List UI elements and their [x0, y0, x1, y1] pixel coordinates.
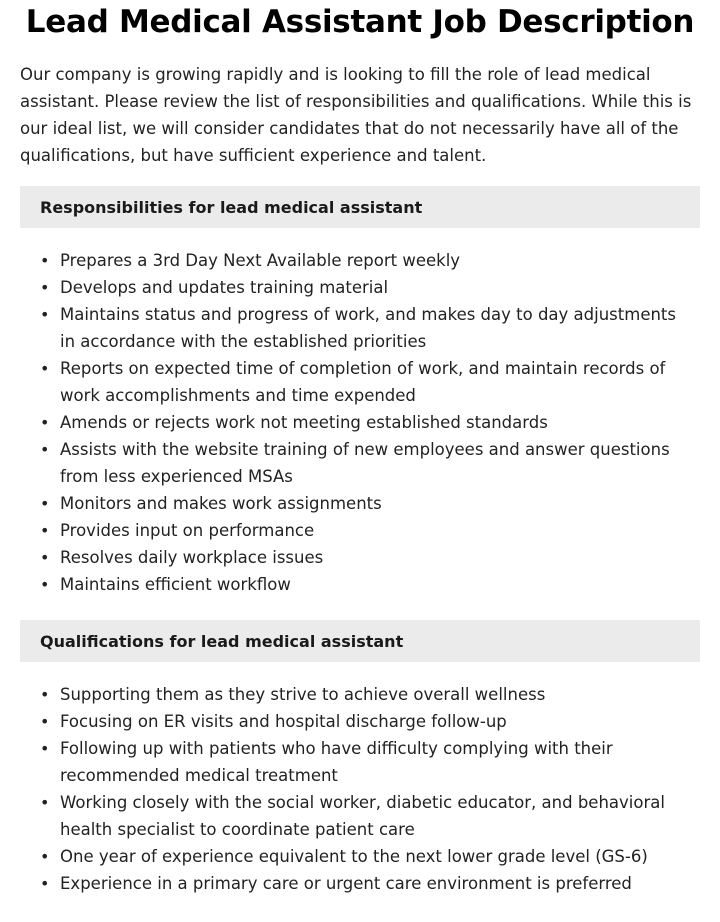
bullet-icon: • — [40, 847, 50, 866]
list-item — [40, 789, 700, 843]
list-item-text: Reports on expected time of completion of work, and maintain records of work accomplishments and time expended — [60, 359, 666, 405]
list-item — [40, 843, 700, 870]
list-item — [40, 409, 700, 436]
list-item — [40, 571, 700, 598]
list-item-text: Working closely with the social worker, diabetic educator, and behavioral health specialist to coordinate patient care — [60, 793, 665, 839]
bullet-icon: • — [40, 521, 50, 540]
list-item — [40, 544, 700, 571]
bullet-icon: • — [40, 793, 50, 812]
intro-paragraph: Our company is growing rapidly and is looking to fill the role of lead medical assistant. Please review the list of responsibilities and qualifications. While this is our ideal list, we will consider candidates that do not necessarily have all of the qualifications, but have sufficient experience and talent. — [20, 65, 692, 165]
bullet-icon: • — [40, 278, 50, 297]
qualifications-list — [20, 681, 700, 897]
list-item-text: Maintains status and progress of work, and makes day to day adjustments in accordance with the established priorities — [60, 305, 676, 351]
list-item — [40, 870, 700, 897]
list-item-text: Following up with patients who have difficulty complying with their recommended medical treatment — [60, 739, 613, 785]
list-item — [40, 436, 700, 490]
bullet-icon: • — [40, 739, 50, 758]
list-item — [40, 708, 700, 735]
list-item-text: One year of experience equivalent to the next lower grade level (GS-6) — [60, 847, 648, 866]
list-item-text: Focusing on ER visits and hospital discharge follow-up — [60, 712, 507, 731]
bullet-icon: • — [40, 874, 50, 893]
list-item — [40, 274, 700, 301]
list-item-text: Maintains efficient workflow — [60, 575, 291, 594]
bullet-icon: • — [40, 685, 50, 704]
responsibilities-heading-text: Responsibilities for lead medical assistant — [40, 197, 423, 217]
list-item-text: Supporting them as they strive to achieve overall wellness — [60, 685, 546, 704]
qualifications-heading-text: Qualifications for lead medical assistant — [40, 631, 404, 651]
list-item — [40, 247, 700, 274]
list-item — [40, 301, 700, 355]
list-item-text: Assists with the website training of new employees and answer questions from less experienced MSAs — [60, 440, 670, 486]
list-item-text: Prepares a 3rd Day Next Available report weekly — [60, 251, 461, 270]
list-item — [40, 490, 700, 517]
bullet-icon: • — [40, 712, 50, 731]
bullet-icon: • — [40, 413, 50, 432]
list-item-text: Experience in a primary care or urgent care environment is preferred — [60, 874, 632, 893]
bullet-icon: • — [40, 305, 50, 324]
list-item-text: Resolves daily workplace issues — [60, 548, 324, 567]
list-item-text: Amends or rejects work not meeting established standards — [60, 413, 548, 432]
list-item — [40, 735, 700, 789]
list-item-text: Provides input on performance — [60, 521, 315, 540]
list-item-text: Develops and updates training material — [60, 278, 389, 297]
list-item — [40, 681, 700, 708]
bullet-icon: • — [40, 494, 50, 513]
responsibilities-list — [20, 247, 700, 598]
list-item-text: Monitors and makes work assignments — [60, 494, 382, 513]
list-item — [40, 517, 700, 544]
list-item — [40, 355, 700, 409]
bullet-icon: • — [40, 359, 50, 378]
bullet-icon: • — [40, 575, 50, 594]
responsibilities-heading — [20, 186, 700, 228]
page-title: Lead Medical Assistant Job Description — [25, 4, 695, 40]
qualifications-heading — [20, 620, 700, 662]
bullet-icon: • — [40, 251, 50, 270]
bullet-icon: • — [40, 440, 50, 459]
bullet-icon: • — [40, 548, 50, 567]
